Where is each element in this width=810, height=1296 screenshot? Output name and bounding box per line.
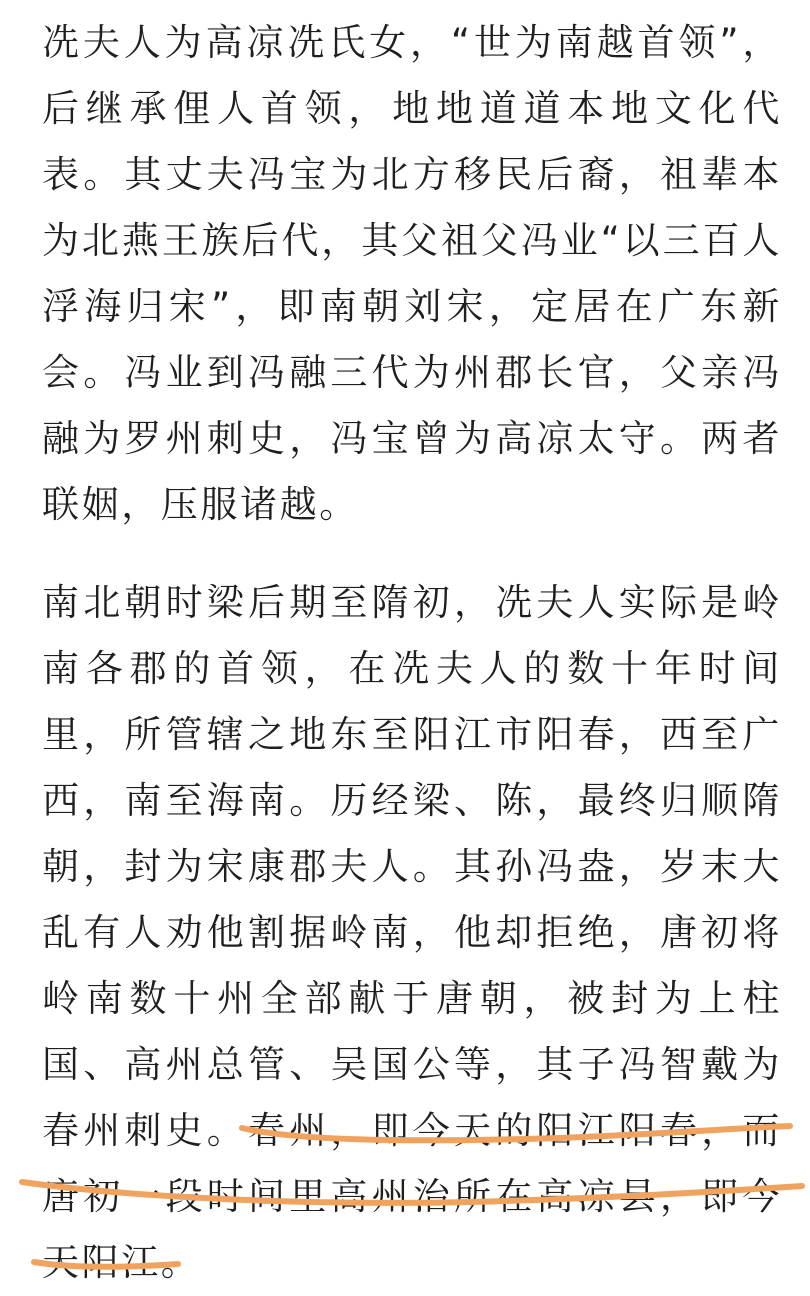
highlighted-text: 春州，即今天的阳江阳春，而唐初一段时间里高州治所在高凉县，即今天阳江。 (42, 1109, 782, 1284)
article-body (42, 10, 782, 1296)
paragraph-2-text: 南北朝时梁后期至隋初，冼夫人实际是岭南各郡的首领，在冼夫人的数十年时间里，所管辖之地东至阳江市阳春，西至广西，南至海南。历经梁、陈，最终归顺隋朝，封为宋康郡夫人。其孙冯盎，岁末大乱有人劝他割据岭南，他却拒绝，唐初将岭南数十州全部献于唐朝，被封为上柱国、高州总管、吴国公等，其子冯智戴为春州刺史。 (42, 581, 782, 1152)
paragraph-2 (42, 570, 782, 1296)
paragraph-1: 冼夫人为高凉冼氏女，“世为南越首领”，后继承俚人首领，地地道道本地文化代表。其丈夫冯宝为北方移民后裔，祖辈本为北燕王族后代，其父祖父冯业“以三百人浮海归宋”，即南朝刘宋，定居在广东新会。冯业到冯融三代为州郡长官，父亲冯融为罗州刺史，冯宝曾为高凉太守。两者联姻，压服诸越。 (42, 21, 782, 526)
